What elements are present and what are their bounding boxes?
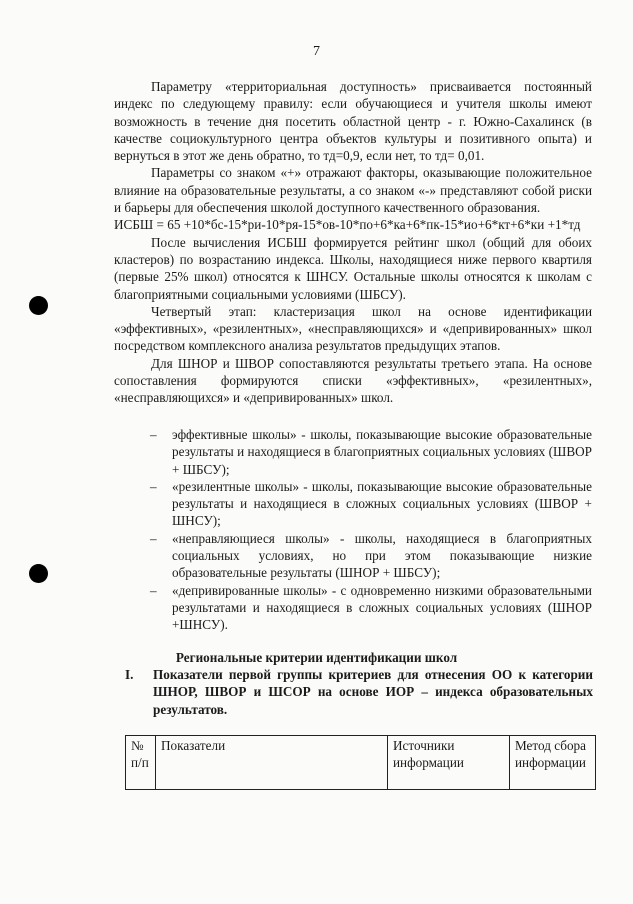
dash-marker: – bbox=[150, 582, 157, 598]
punch-hole bbox=[29, 296, 48, 315]
page-number: 7 bbox=[313, 44, 320, 59]
list-item-text: «депривированные школы» - с одновременно низкими образовательными результатами и находящиеся в сложных социальных условиях (ШНОР +ШНСУ). bbox=[172, 582, 592, 633]
dash-marker: – bbox=[150, 478, 157, 494]
formula-isbsh: ИСБШ = 65 +10*бс-15*ри-10*ря-15*ов-10*по+6*ка+6*пк-15*ио+6*кт+6*ки +1*тд bbox=[114, 217, 581, 233]
school-category-list bbox=[148, 426, 592, 634]
paragraph-fourth-stage: Четвертый этап: кластеризация школ на основе идентификации «эффективных», «резилентных», «несправляющихся» и «депривированных» школ посредством комплексного анализа результатов предыдущих этапов. bbox=[114, 303, 592, 354]
header-number: № п/п bbox=[126, 736, 156, 790]
indicators-table bbox=[125, 735, 596, 790]
header-method: Метод сбора информации bbox=[510, 736, 596, 790]
header-indicators: Показатели bbox=[156, 736, 388, 790]
paragraph-comparison: Для ШНОР и ШВОР сопоставляются результаты третьего этапа. На основе сопоставления формируются списки «эффективных», «резилентных», «несправляющихся» и «депривированных» школ. bbox=[114, 355, 592, 406]
header-sources: Источники информации bbox=[388, 736, 510, 790]
paragraph-rating: После вычисления ИСБШ формируется рейтинг школ (общий для обоих кластеров) по возрастанию индекса. Школы, находящиеся ниже первого квартиля (первые 25% школ) относятся к ШНСУ. Остальные школы относятся к школам с благоприятными социальными условиями (ШБСУ). bbox=[114, 234, 592, 302]
body-text bbox=[114, 78, 592, 407]
table-header-row bbox=[126, 736, 596, 790]
dash-marker: – bbox=[150, 427, 157, 442]
list-item-text: «резилентные школы» - школы, показывающие высокие образовательные результаты и находящиеся в сложных социальных условиях (ШВОР + ШНСУ); bbox=[172, 478, 592, 529]
dash-marker: – bbox=[150, 530, 157, 546]
list-item bbox=[148, 582, 592, 634]
list-item-text: эффективные школы» - школы, показывающие высокие образовательные результаты и находящиеся в благоприятных социальных условиях (ШВОР + ШБСУ); bbox=[172, 427, 592, 477]
paragraph-parameter-signs: Параметры со знаком «+» отражают факторы, оказывающие положительное влияние на образовательные результаты, а со знаком «-» представляют собой риски и барьеры для обеспечения школой доступного качественного образования. bbox=[114, 165, 592, 216]
paragraph-territorial-access: Параметру «территориальная доступность» присваивается постоянный индекс по следующему правилу: если обучающиеся и учителя школы имеют возможность в течение дня посетить областной центр - г. Южно-Сахалинск (в качестве социокультурного центра объектов культуры и позитивного опыта) и вернуться в этот же день обратно, то тд=0,9, если нет, то тд= 0,01. bbox=[114, 79, 592, 164]
list-item-text: «неправляющиеся школы» - школы, находящиеся в благоприятных социальных условиях, но при этом показывающие низкие образовательные результаты (ШНОР + ШБСУ); bbox=[172, 530, 592, 581]
roman-numeral: I. bbox=[125, 667, 134, 682]
section-heading: Региональные критерии идентификации школ bbox=[175, 650, 458, 665]
list-item bbox=[148, 426, 592, 478]
list-item bbox=[148, 478, 592, 530]
criteria-text: Показатели первой группы критериев для отнесения ОО к категории ШНОР, ШВОР и ШСОР на основе ИОР – индекса образовательных результатов. bbox=[153, 667, 593, 717]
punch-hole bbox=[29, 564, 48, 583]
list-item bbox=[148, 530, 592, 582]
criteria-heading bbox=[125, 666, 593, 718]
